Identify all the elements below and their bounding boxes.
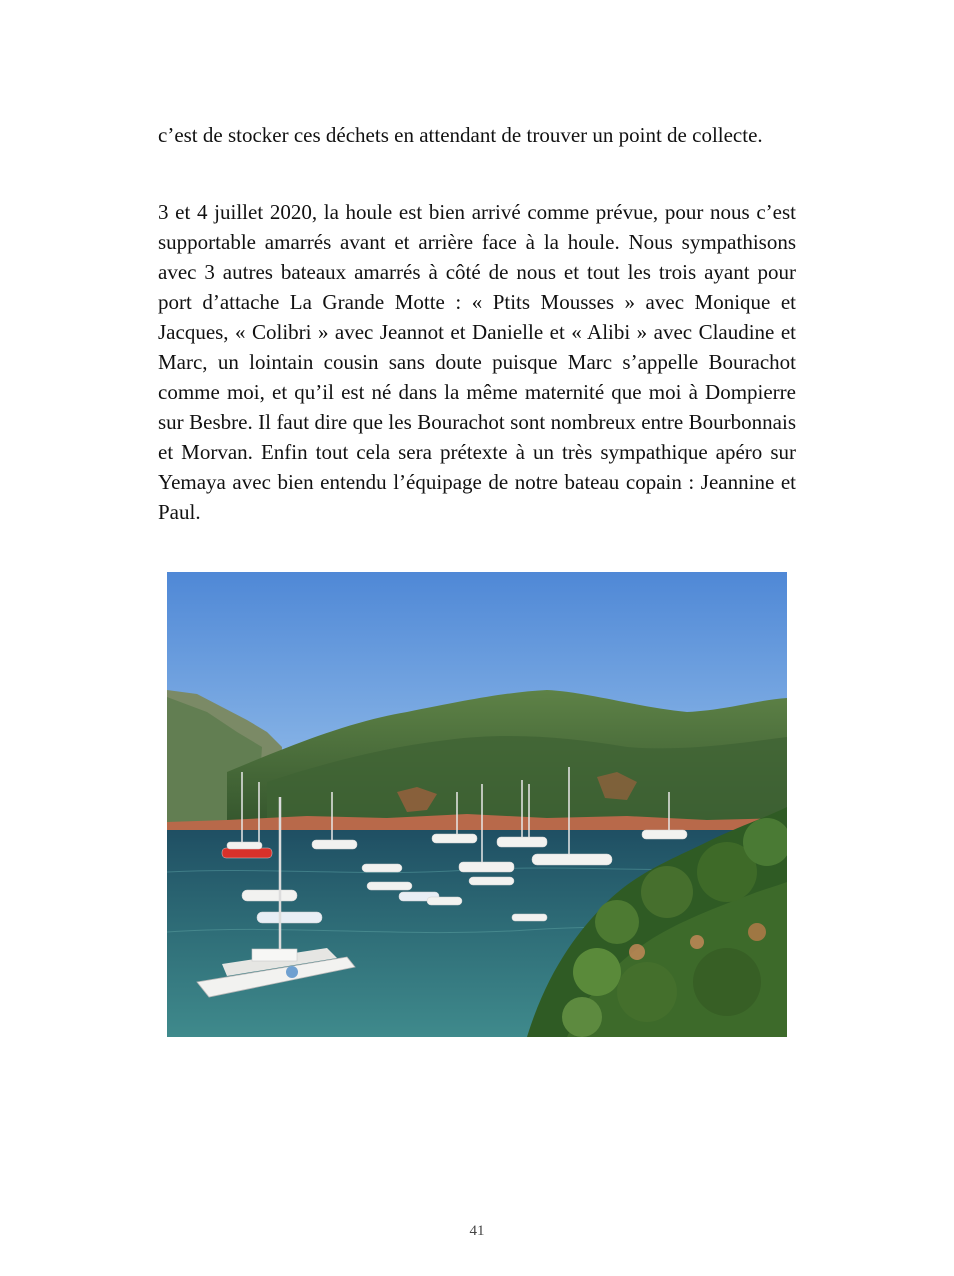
paragraph-1: c’est de stocker ces déchets en attendant de trouver un point de collecte. bbox=[158, 123, 763, 147]
bay-photo bbox=[167, 572, 787, 1037]
page-number: 41 bbox=[469, 1223, 485, 1239]
paragraph-2: 3 et 4 juillet 2020, la houle est bien arrivé comme prévue, pour nous c’est supportable amarrés avant et arrière face à la houle. Nous sympathisons avec 3 autres bateaux amarrés à côté de nous et tout les trois ayant pour port d’attache La Grande Motte : « Ptits Mousses » avec Monique et Jacques, « Colibri » avec Jeannot et Danielle et « Alibi » avec Claudine et Marc, un lointain cousin sans doute puisque Marc s’appelle Bourachot comme moi, et qu’il est né dans la même maternité que moi à Dompierre sur Besbre. Il faut dire que les Bourachot sont nombreux entre Bourbonnais et Morvan. Enfin tout cela sera prétexte à un très sympathique apéro sur Yemaya avec bien entendu l’équipage de notre bateau copain : Jeannine et Paul. bbox=[158, 200, 796, 524]
